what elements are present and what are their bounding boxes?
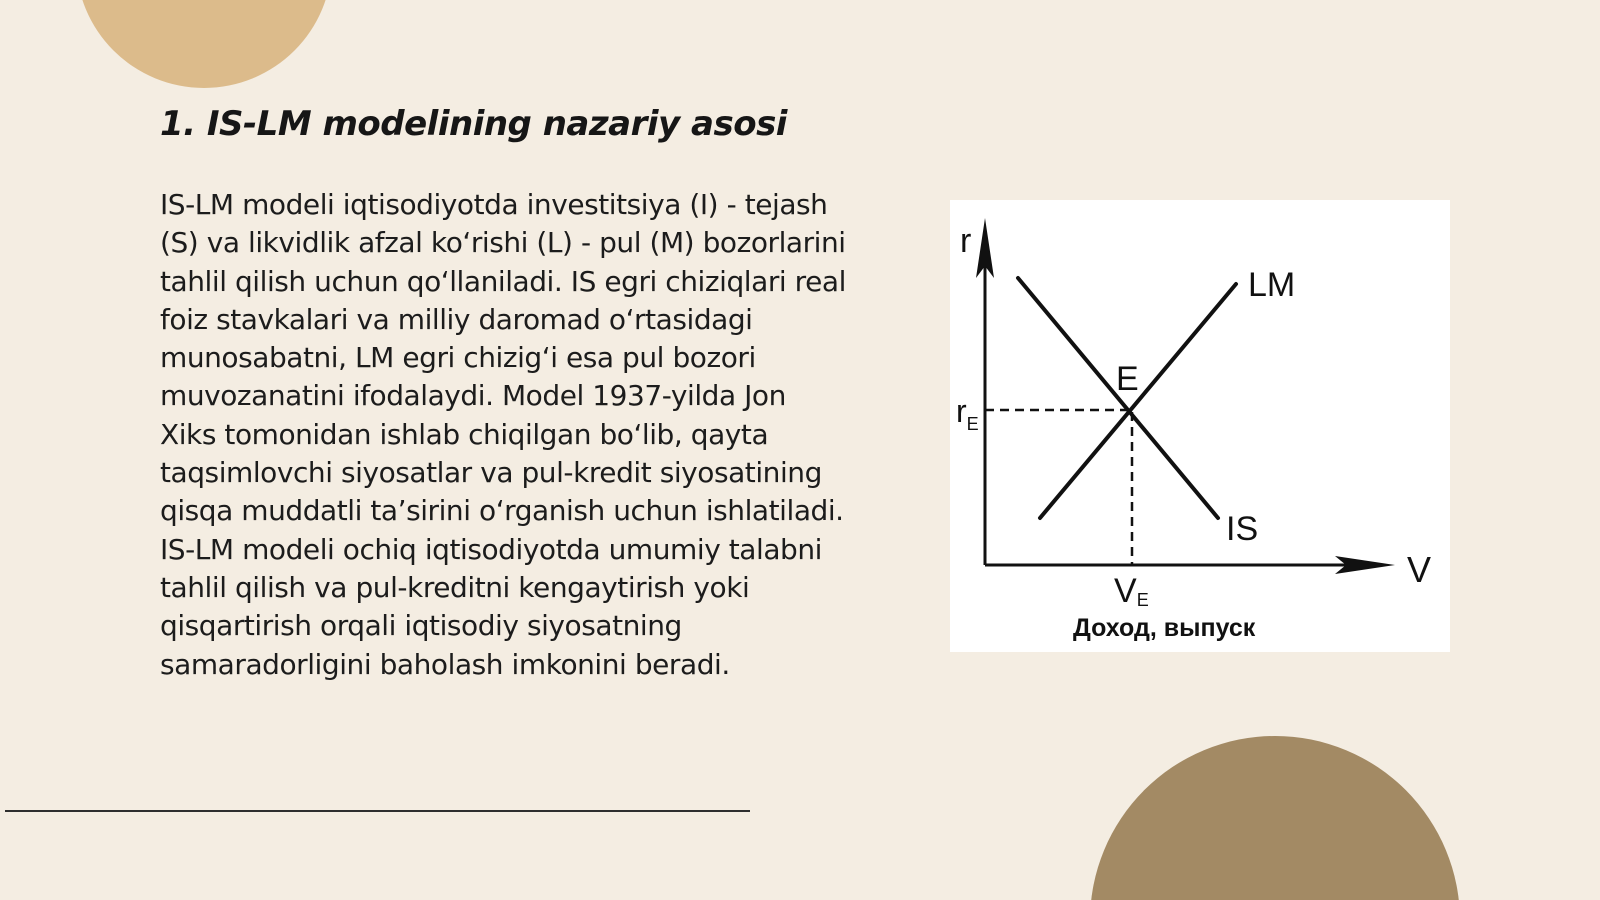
slide-title: 1. IS-LM modelining nazariy asosi	[160, 104, 787, 144]
is-lm-diagram	[950, 200, 1450, 652]
slide-body-text: IS-LM modeli iqtisodiyotda investitsiya (I) - tejash (S) va likvidlik afzal ko‘rishi (L) - pul (M) bozorlarini tahlil qilish uchun qo‘llaniladi. IS egri chiziqlari real foiz stavkalari va milliy daromad o‘rtasidagi munosabatni, LM egri chizig‘i esa pul bozori muvozanatini ifodalaydi. Model 1937-yilda Jon Xiks tomonidan ishlab chiqilgan bo‘lib, qayta taqsimlovchi siyosatlar va pul-kredit siyosatining qisqa muddatli ta’sirini o‘rganish uchun ishlatiladi. IS-LM modeli ochiq iqtisodiyotda umumiy talabni tahlil qilish va pul-kreditni kengaytirish yoki qisqartirish orqali iqtisodiy siyosatning samaradorligini baholash imkonini beradi.	[160, 188, 846, 681]
is-lm-diagram-svg	[950, 200, 1450, 652]
lm-curve	[1040, 284, 1236, 518]
diagram-caption: Доход, выпуск	[1073, 614, 1256, 642]
r-equilibrium-label: $r_E$	[956, 393, 979, 434]
decorative-circle-bottom	[1090, 736, 1460, 900]
y-axis-label: r	[960, 222, 972, 260]
x-axis-label: V	[1407, 549, 1432, 590]
lm-curve-label: LM	[1248, 266, 1296, 304]
decorative-circle-top	[76, 0, 332, 88]
v-equilibrium-label: VE	[1114, 572, 1149, 610]
is-curve	[1018, 278, 1218, 518]
divider-line	[5, 810, 750, 812]
is-curve-label: IS	[1226, 510, 1259, 548]
equilibrium-label: E	[1116, 360, 1139, 398]
